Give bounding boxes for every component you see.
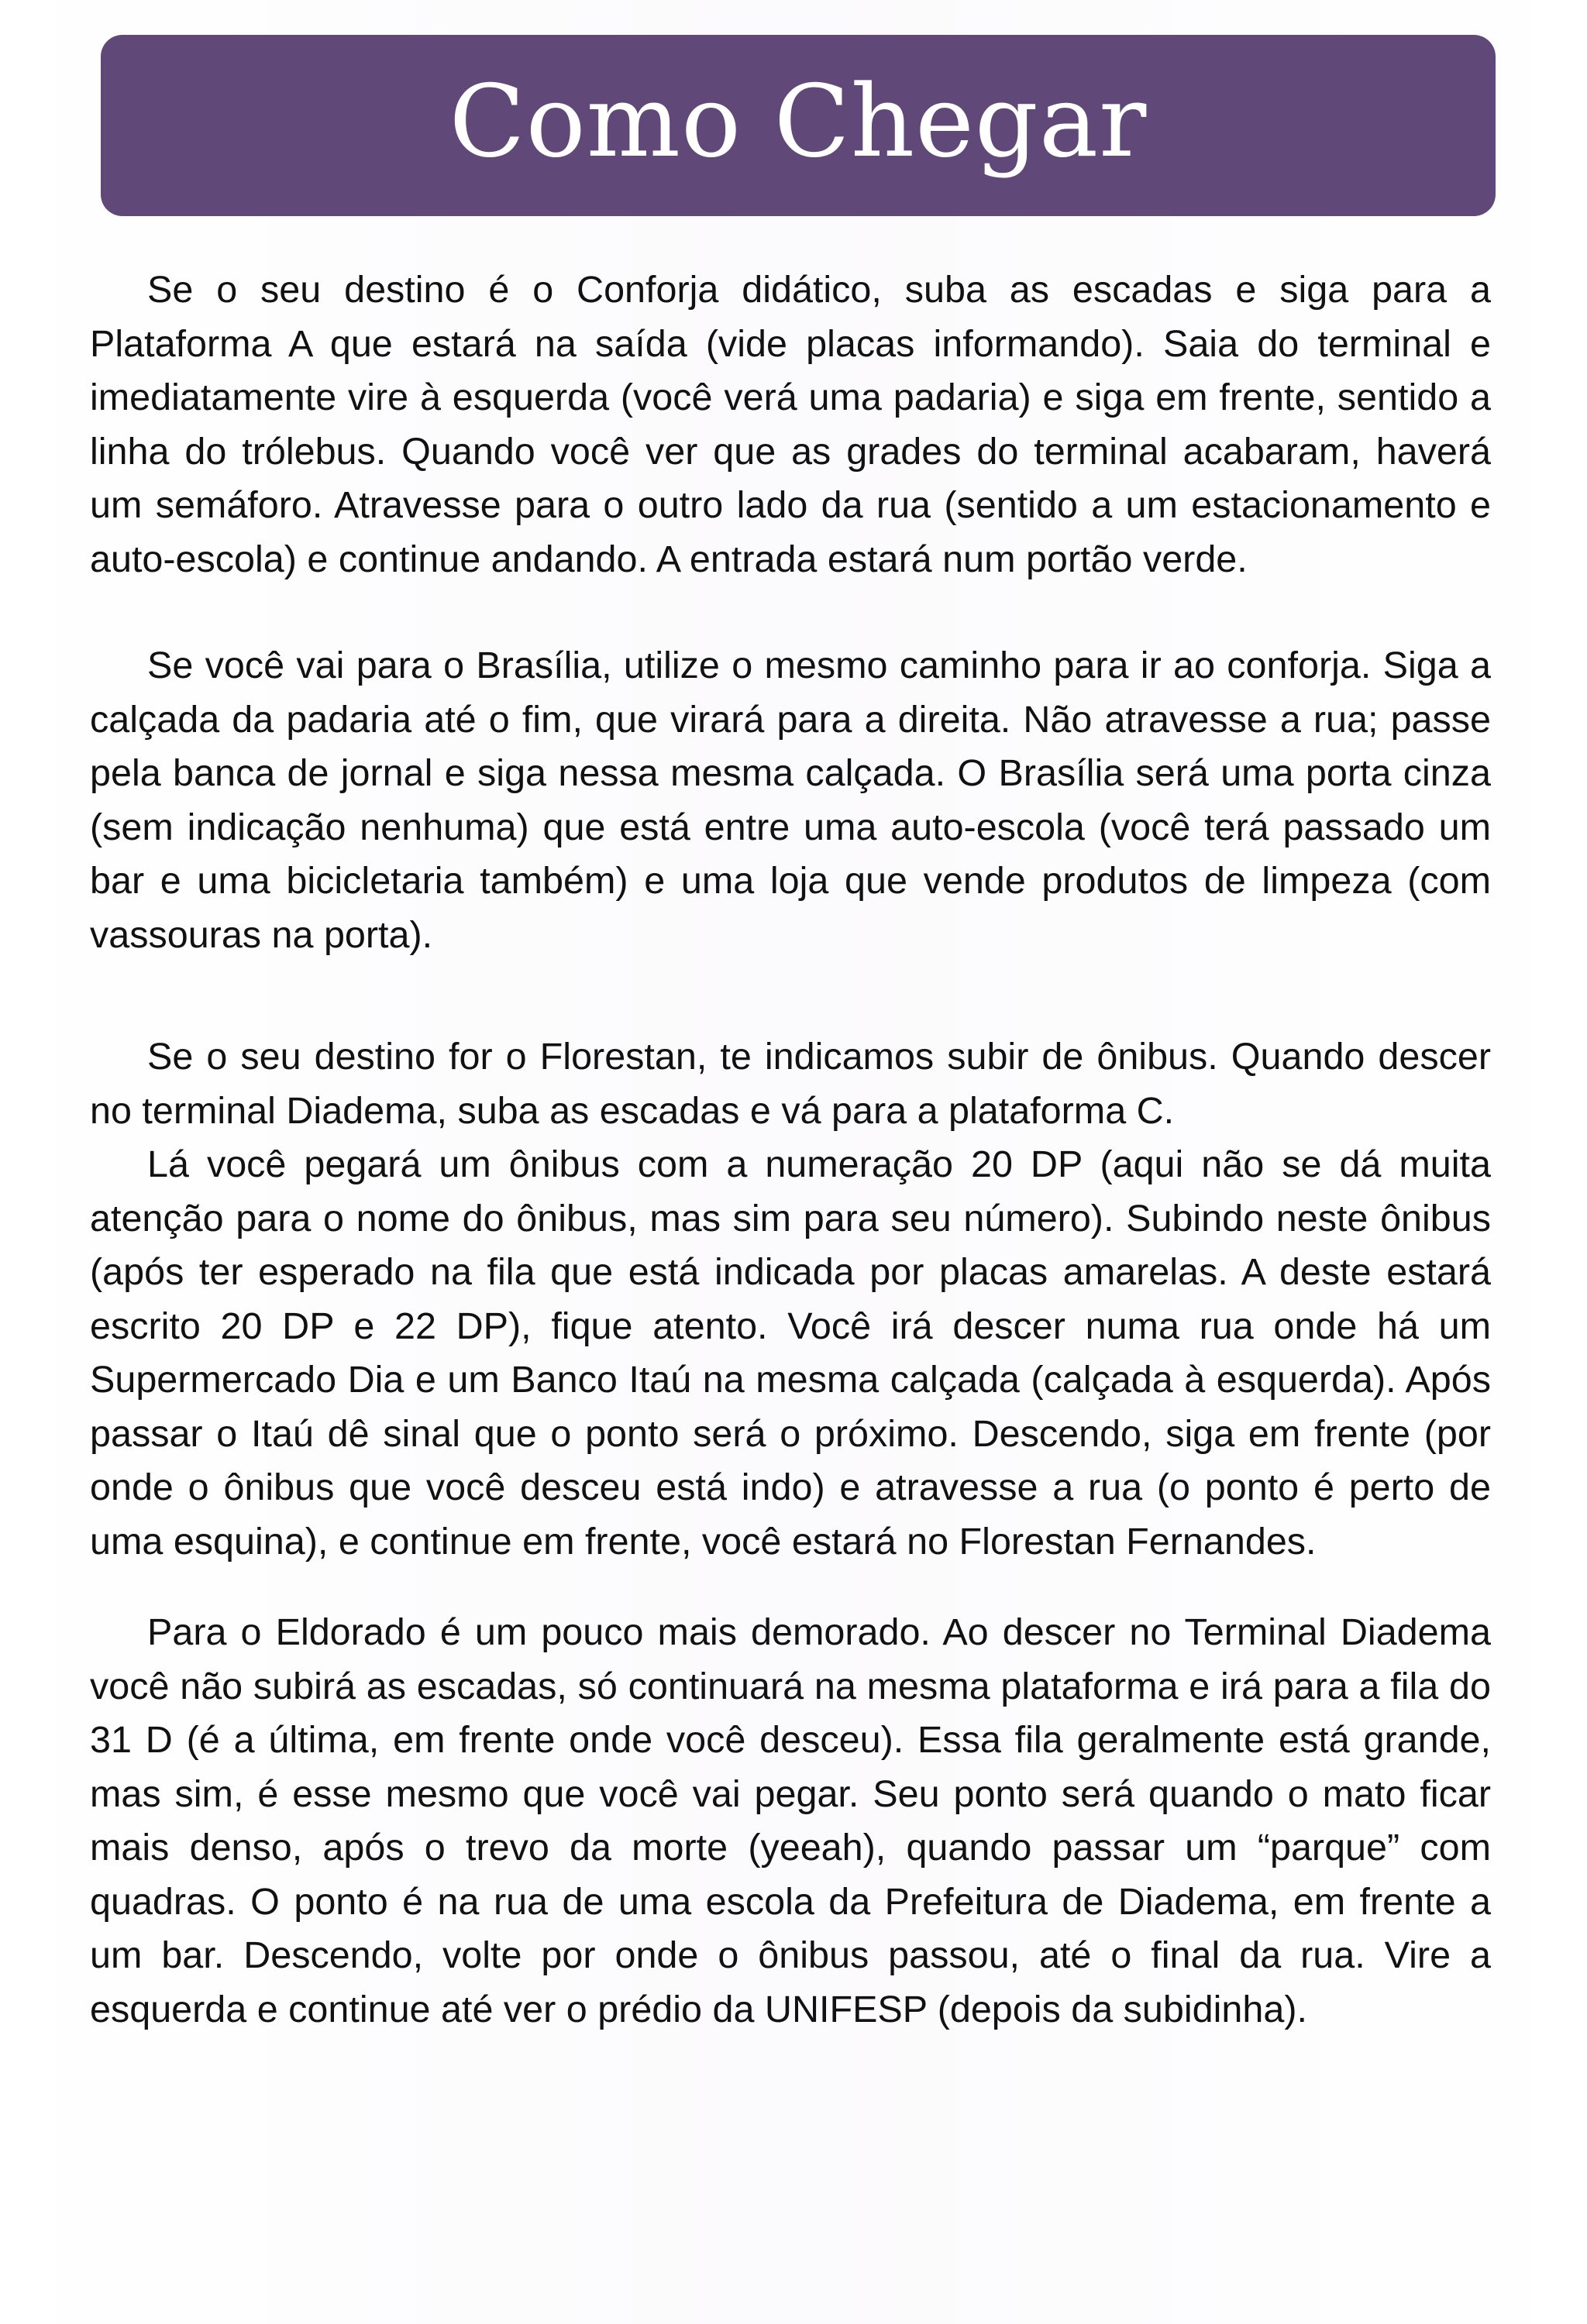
directions-body bbox=[90, 263, 1491, 2037]
paragraph-conforja: Se o seu destino é o Conforja didático, suba as escadas e siga para a Plataforma A que estará na saída (vide placas informando). Saia do terminal e imediatamente vire à esquerda (você verá uma padaria) e siga em frente, sentido a linha do trólebus. Quando você ver que as grades do terminal acabaram, haverá um semáforo. Atravesse para o outro lado da rua (sentido a um estacionamento e auto-escola) e continue andando. A entrada estará num portão verde. bbox=[90, 269, 1491, 580]
paragraph-florestan-bus: Lá você pegará um ônibus com a numeração 20 DP (aqui não se dá muita atenção para o nome do ônibus, mas sim para seu número). Subindo neste ônibus (após ter esperado na fila que está indicada por placas amarelas. A deste estará escrito 20 DP e 22 DP), fique atento. Você irá descer numa rua onde há um Supermercado Dia e um Banco Itaú na mesma calçada (calçada à esquerda). Após passar o Itaú dê sinal que o ponto será o próximo. Descendo, siga em frente (por onde o ônibus que você desceu está indo) e atravesse a rua (o ponto é perto de uma esquina), e continue em frente, você estará no Florestan Fernandes. bbox=[90, 1143, 1491, 1563]
title-banner bbox=[101, 35, 1496, 216]
page-title: Como Chegar bbox=[449, 64, 1148, 180]
paragraph-florestan-intro: Se o seu destino for o Florestan, te indicamos subir de ônibus. Quando descer no terminal Diadema, suba as escadas e vá para a plataforma C. bbox=[90, 1036, 1491, 1132]
paragraph-eldorado: Para o Eldorado é um pouco mais demorado. Ao descer no Terminal Diadema você não subirá as escadas, só continuará na mesma plataforma e irá para a fila do 31 D (é a última, em frente onde você desceu). Essa fila geralmente está grande, mas sim, é esse mesmo que você vai pegar. Seu ponto será quando o mato ficar mais denso, após o trevo da morte (yeeah), quando passar um “parque” com quadras. O ponto é na rua de uma escola da Prefeitura de Diadema, em frente a um bar. Descendo, volte por onde o ônibus passou, até o final da rua. Vire a esquerda e continue até ver o prédio da UNIFESP (depois da subidinha). bbox=[90, 1611, 1491, 2030]
paragraph-brasilia: Se você vai para o Brasília, utilize o mesmo caminho para ir ao conforja. Siga a calçada da padaria até o fim, que virará para a direita. Não atravesse a rua; passe pela banca de jornal e siga nessa mesma calçada. O Brasília será uma porta cinza (sem indicação nenhuma) que está entre uma auto-escola (você terá passado um bar e uma bicicletaria também) e uma loja que vende produtos de limpeza (com vassouras na porta). bbox=[90, 645, 1491, 956]
